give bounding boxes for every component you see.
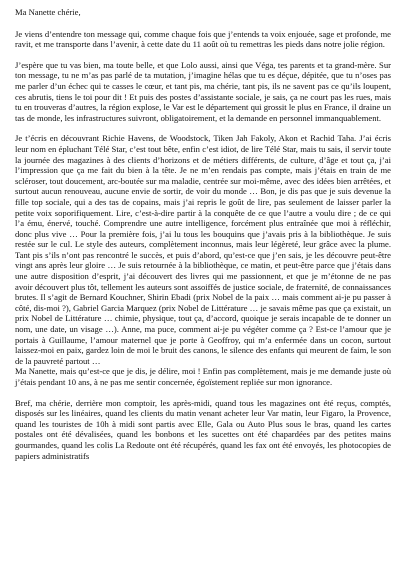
letter-paragraph: Je t’écris en découvrant Richie Havens, de Woodstock, Tiken Jah Fakoly, Akon et Rachid Taha. J’ai écris leur nom en épluchant Télé Star, c’est tout bête, enfin c’est idiot, de lire Télé Star, mais tu sais, il servir toute la journée des magazines à des clients d’horizons et de métiers différents, de culture, d’âge et tout ça, j’ai l’impression que ça me fait du bien à la tête. Je ne m’en rendais pas compte, mais j’étais en train de me scléroser, tout doucement, arc-boutée sur ma maladie, centrée sur moi-même, avec des idées bien arrêtées, et surtout aucun renouveau, aucune envie de sortir, de voir du monde … Bon, je dis pas que je suis devenue la fille top sociale, qui a des tas de copains, mais j’ai repris le goût de lire, pas seulement de laisser parler la petite voix soporifiquement. Lire, c’est-à-dire partir à la conquête de ce que l’autre a voulu dire ; de ce qui l’a ému, énervé, touché. Comprendre une autre intelligence, forcément plus entraînée que moi à réfléchir, donc plus vive … Pour la première fois, j’ai lu tous les bouquins que j’avais pris à la bibliothèque. Je suis restée sur le cul. Le style des auteurs, complètement inconnus, mais leur légèreté, leur grâce avec la plume. Tant pis s’ils n’ont pas rencontré le succès, et puis d’abord, qu’est-ce que j’en sais, je les découvre peut-être vingt ans après leur gloire … Je suis retournée à la bibliothèque, ce matin, et peut-être parce que j’étais dans une autre disposition d’esprit, j’ai découvert des livres qui me passionnent, et que je m’étonne de ne pas avoir découvert plus tôt, tellement les auteurs sont assoiffés de justice sociale, de fraternité, de connaissances brutes. Il s’agit de Bernard Kouchner, Shirin Ebadi (prix Nobel de la paix … mais comment ai-je pu passer à côté, dis-moi ?), Gabriel Garcia Marquez (prix Nobel de Littérature … je savais même pas que ça existait, un prix Nobel de Littérature … chimie, physique, tout ça, d’accord, quoique je serais incapable de te donner un nom, une date, un visage …). Anne, ma puce, comment ai-je pu végéter comme ça ? Est-ce l’amour que je portais à Guillaume, l’amour maternel que je porte à Geoffroy, qui m’a enfermée dans un cocon, surtout laissez-moi en paix, gardez loin de moi le bruit des canons, le silence des enfants qui meurent de faim, le son de la pauvreté partout … bbox=[15, 133, 391, 366]
letter-greeting: Ma Nanette chérie, bbox=[15, 7, 81, 17]
letter-paragraph: Ma Nanette, mais qu’est-ce que je dis, je délire, moi ! Enfin pas complètement, mais je me demande juste où j’étais pendant 10 ans, à ne pas me sentir concernée, égoïstement repliée sur mon ignorance. bbox=[15, 366, 391, 387]
letter-paragraph: Je viens d’entendre ton message qui, comme chaque fois que j’entends ta voix enjouée, sage et profonde, me ravit, et me transporte dans l’avenir, à cette date du 11 août où tu remettras les pieds dans notre jolie région. bbox=[15, 28, 391, 50]
letter-paragraph: Bref, ma chérie, derrière mon comptoir, les après-midi, quand tous les magazines ont été reçus, comptés, disposés sur les linéaires, quand les clients du matin venant acheter leur Var matin, leur Figaro, la Provence, quand les touristes de 10h à midi sont partis avec Elle, Gala ou Auto Plus sous le bras, quand les cartes postales ont été dévalisées, quand les bonbons et les sucettes ont été chapardées par des petites mains gourmandes, quand les colis La Redoute ont été récupérés, quand les fax ont été envoyés, les photocopies de papiers administratifs bbox=[15, 397, 391, 461]
letter-paragraph: J’espère que tu vas bien, ma toute belle, et que Lolo aussi, ainsi que Véga, tes parents et ta grand-mère. Sur ton message, tu ne m’as pas parlé de ta mutation, j’imagine hélas que tu es déçue, dépitée, que tu n’oses pas me parler d’un échec qui te casses le cœur, et tant pis, ma chérie, tant pis, ils ne savent pas ce qu’ils loupent, ces abrutis, tiens le toi pour dit ! Et puis des postes d’assistante sociale, je sais, ça ne court pas les rues, mais tu en trouveras d’autres, la région explose, le Var est le département qui grossit le plus en France, il draine un tas de monde, les infrastructures suivront, obligatoirement, et la demande en personnel immanquablement. bbox=[15, 59, 391, 123]
letter-body bbox=[15, 7, 391, 461]
